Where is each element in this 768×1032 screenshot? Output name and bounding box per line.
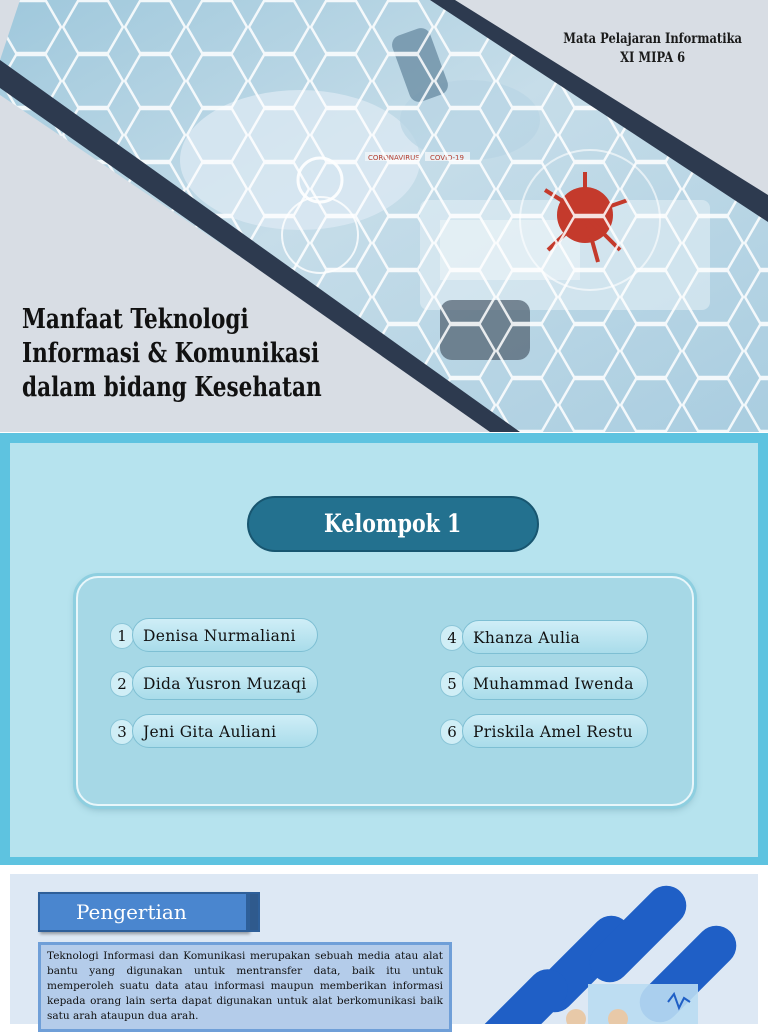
title-line-2: Informasi & Komunikasi [22,338,320,369]
digital-health-illustration [468,874,758,1024]
group-slide [0,433,768,865]
title-line-1: Manfaat Teknologi [22,304,249,335]
member-name: Denisa Nurmaliani [132,618,318,652]
title-slide [0,0,768,432]
member-number: 3 [110,719,134,745]
member-number: 5 [440,671,464,697]
group-heading [247,496,539,552]
member-number: 2 [110,671,134,697]
member-name: Khanza Aulia [462,620,648,654]
member-name: Jeni Gita Auliani [132,714,318,748]
member-name: Priskila Amel Restu [462,714,648,748]
member-name: Dida Yusron Muzaqi [132,666,318,700]
definition-heading: Pengertian [38,892,248,932]
course-class: XI MIPA 6 [620,50,686,66]
title-line-3: dalam bidang Kesehatan [22,372,322,403]
group-slide-panel [10,443,758,857]
member-name: Muhammad Iwenda [462,666,648,700]
member-number: 1 [110,623,134,649]
member-number: 4 [440,625,464,651]
course-label [563,30,742,68]
definition-slide [0,866,768,1024]
definition-slide-panel [10,874,758,1024]
group-heading-label: Kelompok 1 [324,509,462,538]
member-number: 6 [440,719,464,745]
course-subject: Mata Pelajaran Informatika [563,31,742,47]
definition-text: Teknologi Informasi dan Komunikasi merupakan sebuah media atau alat bantu yang digunakan untuk mentransfer data, baik itu untuk memperoleh suatu data atau informasi maupun memberikan informasi kepada orang lain serta dapat digunakan untuk alat berkomunikasi baik satu arah ataupun dua arah. [38,942,452,1032]
member-list [76,576,694,806]
presentation-title [22,303,322,405]
